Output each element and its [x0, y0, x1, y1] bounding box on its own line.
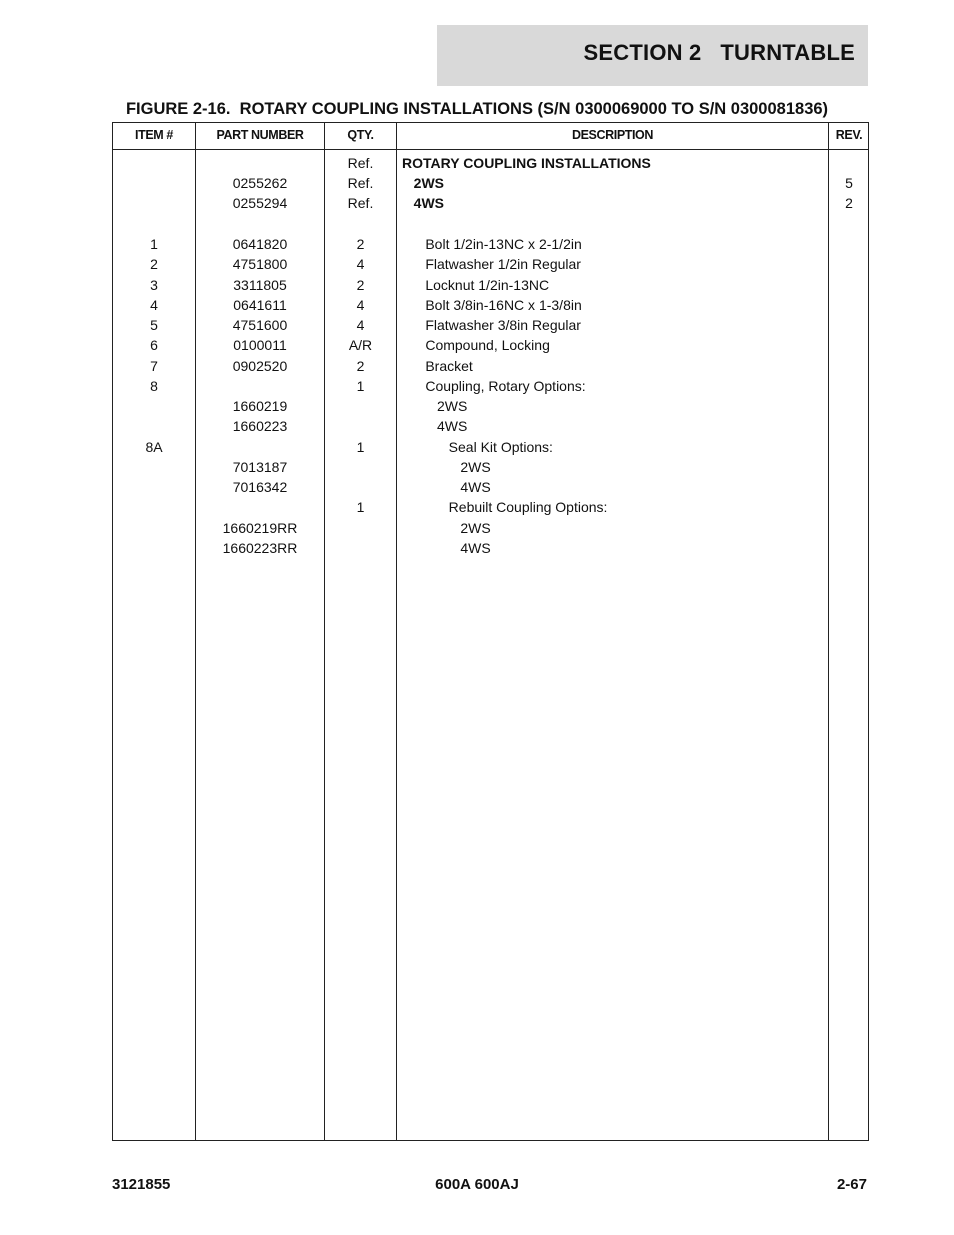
header-divider: [113, 149, 868, 150]
section-title: SECTION 2 TURNTABLE: [583, 40, 855, 65]
part-number-cell: 7013187: [232, 459, 288, 475]
qty-cell: Ref.: [347, 155, 374, 171]
description-cell: Locknut 1/2in-13NC: [402, 277, 550, 293]
qty-cell: 1: [356, 499, 365, 515]
qty-cell: Ref.: [347, 175, 374, 191]
table-row: [113, 315, 868, 335]
description-cell: 2WS: [402, 520, 491, 536]
description-cell: 2WS: [402, 398, 468, 414]
qty-cell: 2: [356, 236, 365, 252]
part-number-cell: 3311805: [233, 277, 287, 293]
header-part-number: PART NUMBER: [216, 128, 304, 142]
description-cell: 4WS: [402, 418, 468, 434]
table-row: [113, 538, 868, 558]
table-row: [113, 213, 868, 233]
page-number: 2-67: [836, 1176, 867, 1193]
table-row: [113, 437, 868, 457]
table-row: [113, 356, 868, 376]
description-cell: 2WS: [402, 459, 491, 475]
rev-cell: 2: [845, 195, 853, 211]
item-cell: 5: [150, 317, 158, 333]
description-cell: Compound, Locking: [402, 337, 550, 353]
part-number-cell: 7016342: [232, 479, 288, 495]
description-cell: Bolt 3/8in-16NC x 1-3/8in: [402, 297, 582, 313]
figure-title: FIGURE 2-16. ROTARY COUPLING INSTALLATIONS (S/N 0300069000 TO S/N 0300081836): [125, 100, 829, 118]
part-number-cell: 1660219: [232, 398, 288, 414]
table-row: [113, 396, 868, 416]
item-cell: 2: [150, 256, 158, 272]
table-row: [113, 518, 868, 538]
model-name: 600A 600AJ: [435, 1176, 519, 1193]
part-number-cell: 0641611: [233, 297, 287, 313]
qty-cell: 2: [356, 358, 365, 374]
item-cell: 4: [150, 297, 158, 313]
part-number-cell: 4751600: [232, 317, 288, 333]
qty-cell: Ref.: [347, 195, 374, 211]
table-row: [113, 416, 868, 436]
description-cell: Flatwasher 3/8in Regular: [402, 317, 581, 333]
item-cell: 1: [150, 236, 158, 252]
part-number-cell: 1660223RR: [222, 540, 298, 556]
part-number-cell: 0641820: [232, 236, 288, 252]
item-cell: 3: [150, 277, 158, 293]
table-row: [113, 477, 868, 497]
table-row: [113, 153, 868, 173]
part-number-cell: 0255262: [232, 175, 288, 191]
part-number-cell: 1660219RR: [222, 520, 298, 536]
header-rev: REV.: [835, 128, 863, 142]
header-qty: QTY.: [347, 128, 374, 142]
description-cell: Bracket: [402, 358, 473, 374]
description-cell: Seal Kit Options:: [402, 439, 553, 455]
qty-cell: 4: [356, 256, 365, 272]
part-number-cell: 0100011: [233, 337, 287, 353]
description-cell: 4WS: [402, 540, 491, 556]
table-row: [113, 173, 868, 193]
qty-cell: 2: [356, 277, 365, 293]
table-row: [113, 275, 868, 295]
qty-cell: A/R: [348, 337, 373, 353]
item-cell: 8: [150, 378, 158, 394]
part-number-cell: 4751800: [232, 256, 288, 272]
header-description: DESCRIPTION: [571, 128, 654, 142]
qty-cell: 4: [356, 317, 365, 333]
table-row: [113, 335, 868, 355]
description-cell: 4WS: [402, 195, 445, 211]
description-cell: Bolt 1/2in-13NC x 2-1/2in: [402, 236, 582, 252]
part-number-cell: 1660223: [232, 418, 288, 434]
rev-cell: 5: [845, 175, 853, 191]
description-cell: Rebuilt Coupling Options:: [402, 499, 608, 515]
table-row: [113, 234, 868, 254]
item-cell: 6: [150, 337, 158, 353]
header-item: ITEM #: [135, 128, 173, 142]
description-cell: Coupling, Rotary Options:: [402, 378, 586, 394]
qty-cell: 1: [356, 439, 365, 455]
description-cell: Flatwasher 1/2in Regular: [402, 256, 581, 272]
description-cell: 2WS: [402, 175, 445, 191]
item-cell: 7: [150, 358, 158, 374]
qty-cell: 1: [356, 378, 365, 394]
item-cell: 8A: [145, 439, 163, 455]
table-row: [113, 254, 868, 274]
description-cell: ROTARY COUPLING INSTALLATIONS: [402, 155, 651, 171]
parts-table: [112, 122, 869, 1141]
section-banner: [437, 25, 868, 86]
doc-number: 3121855: [112, 1176, 171, 1193]
table-row: [113, 376, 868, 396]
table-row: [113, 497, 868, 517]
qty-cell: 4: [356, 297, 365, 313]
part-number-cell: 0902520: [232, 358, 288, 374]
part-number-cell: 0255294: [232, 195, 288, 211]
description-cell: 4WS: [402, 479, 491, 495]
table-row: [113, 457, 868, 477]
table-row: [113, 295, 868, 315]
table-row: [113, 193, 868, 213]
